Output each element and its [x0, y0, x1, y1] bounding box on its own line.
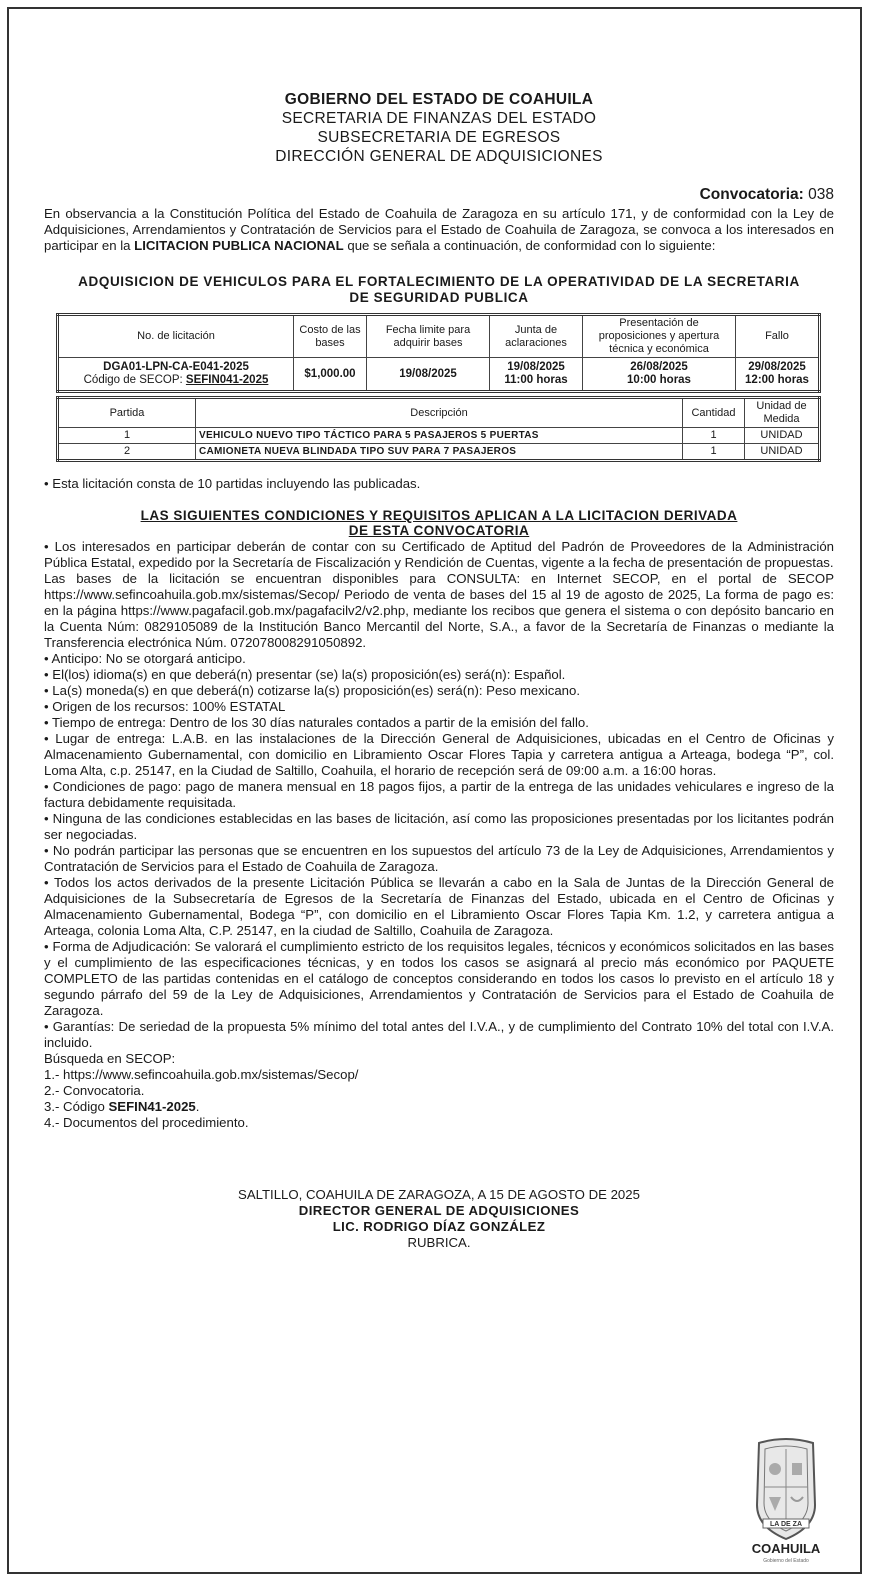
- secop-code-line: [61, 374, 291, 387]
- partida-quantity: 1: [683, 428, 745, 444]
- header-unidad: Unidad de Medida: [745, 398, 820, 428]
- subject-line-2: DE SEGURIDAD PUBLICA: [349, 290, 529, 305]
- condition-paragraph: • Tiempo de entrega: Dentro de los 30 días naturales contados a partir de la emisión del fallo.: [44, 715, 589, 730]
- search-title: Búsqueda en SECOP:: [44, 1051, 176, 1066]
- header-junta: Junta de aclaraciones: [490, 315, 583, 358]
- conditions-title: [44, 508, 834, 538]
- partida-unit: UNIDAD: [745, 444, 820, 461]
- header-costo: Costo de las bases: [294, 315, 367, 358]
- intro-text-start: En observancia a la Constitución Política del Estado de Coahuila de Zaragoza en su artículo 171, y de conformidad con la Ley de Adquisiciones, Arrendamientos y Contratación de Servicios para el Estado de Coahuila de Zaragoza, se convoca a los interesados en participar en la: [44, 206, 834, 253]
- table-row: [58, 428, 820, 444]
- condition-paragraph: • Garantías: De seriedad de la propuesta 5% mínimo del total antes del I.V.A., y de cumplimiento del Contrato 10% del total con I.V.A. incluido.: [44, 1019, 834, 1050]
- cell-junta: [490, 358, 583, 392]
- search-step-1: 1.- https://www.sefincoahuila.gob.mx/sistemas/Secop/: [44, 1067, 359, 1082]
- condition-paragraph: • Ninguna de las condiciones establecidas en las bases de licitación, así como las proposiciones presentadas por los licitantes podrán ser negociadas.: [44, 811, 834, 842]
- cell-costo: $1,000.00: [294, 358, 367, 392]
- fallo-date: 29/08/2025: [748, 361, 806, 373]
- seal-label: COAHUILA: [751, 1541, 821, 1556]
- secretariat-name: SECRETARIA DE FINANZAS DEL ESTADO: [281, 110, 597, 127]
- condition-paragraph: • No podrán participar las personas que se encuentren en los supuestos del artículo 73 de la Ley de Adquisiciones, Arrendamientos y Contratación de Servicios para el Estado de Coahuila de Zaragoza.: [44, 843, 834, 874]
- conditions-list: [44, 539, 834, 1131]
- partida-description: VEHICULO NUEVO TIPO TÁCTICO PARA 5 PASAJEROS 5 PUERTAS: [196, 428, 683, 444]
- header-presentacion: Presentación de proposiciones y apertura técnica y económica: [583, 315, 736, 358]
- condition-paragraph: • Anticipo: No se otorgará anticipo.: [44, 651, 246, 666]
- document-header: [44, 90, 834, 166]
- condition-paragraph: • Origen de los recursos: 100% ESTATAL: [44, 699, 286, 714]
- secop-label: Código de SECOP:: [83, 374, 186, 386]
- partida-description: CAMIONETA NUEVA BLINDADA TIPO SUV PARA 7 PASAJEROS: [196, 444, 683, 461]
- table-row: [58, 444, 820, 461]
- licitacion-table: [56, 313, 821, 393]
- header-descripcion: Descripción: [196, 398, 683, 428]
- search-step-4: 4.- Documentos del procedimiento.: [44, 1115, 249, 1130]
- convocatoria-value: 038: [808, 186, 834, 203]
- search-step-3-suffix: .: [195, 1099, 200, 1114]
- licitacion-values-row: [58, 358, 820, 392]
- place-date: SALTILLO, COAHUILA DE ZARAGOZA, A 15 DE AGOSTO DE 2025: [238, 1187, 640, 1202]
- cell-fecha-limite: 19/08/2025: [367, 358, 490, 392]
- directorate-name: DIRECCIÓN GENERAL DE ADQUISICIONES: [275, 148, 603, 165]
- header-fallo: Fallo: [736, 315, 820, 358]
- header-no-licitacion: No. de licitación: [58, 315, 294, 358]
- coahuila-seal: [745, 1435, 827, 1565]
- partidas-header-row: [58, 398, 820, 428]
- seal-sublabel: Gobierno del Estado: [763, 1558, 809, 1564]
- signer-name: LIC. RODRIGO DÍAZ GONZÁLEZ: [332, 1219, 546, 1234]
- cell-fallo: [736, 358, 820, 392]
- subject-line-1: ADQUISICION DE VEHICULOS PARA EL FORTALECIMIENTO DE LA OPERATIVIDAD DE LA SECRETARIA: [78, 274, 800, 289]
- secop-code: SEFIN041-2025: [185, 374, 269, 386]
- partida-number: 1: [58, 428, 196, 444]
- header-cantidad: Cantidad: [683, 398, 745, 428]
- junta-time: 11:00 horas: [504, 374, 568, 386]
- condition-paragraph: • El(los) idioma(s) en que deberá(n) presentar (se) la(s) proposición(es) será(n): Español.: [44, 667, 566, 682]
- licitacion-header-row: [58, 315, 820, 358]
- search-step-3-prefix: 3.- Código: [44, 1099, 109, 1114]
- document-body: [44, 90, 834, 1251]
- partidas-note: • Esta licitación consta de 10 partidas incluyendo las publicadas.: [44, 476, 421, 491]
- intro-bold: LICITACION PUBLICA NACIONAL: [134, 238, 344, 253]
- signer-position: DIRECTOR GENERAL DE ADQUISICIONES: [298, 1203, 580, 1218]
- condition-paragraph: • Forma de Adjudicación: Se valorará el cumplimiento estricto de los requisitos legales, técnicos y económicos solicitados en las bases y el cumplimiento de las especificaciones técnicas, y en todos los casos se asignará al precio más económico por PAQUETE COMPLETO de las partidas contenidas en el catálogo de conceptos considerando en todos los casos lo previsto en el artículo 18 y segundo párrafo del 59 de la Ley de Adquisiciones, Arrendamientos y Contratación de Servicios para el Estado de Coahuila de Zaragoza.: [44, 939, 834, 1018]
- header-fecha-limite: Fecha limite para adquirir bases: [367, 315, 490, 358]
- licitacion-number: DGA01-LPN-CA-E041-2025: [103, 361, 249, 373]
- partida-quantity: 1: [683, 444, 745, 461]
- condition-paragraph: • Lugar de entrega: L.A.B. en las instalaciones de la Dirección General de Adquisiciones, ubicadas en el Centro de Oficinas y Almacenamiento Gubernamental, con domicilio en Libramiento Oscar Flores Tapia y carretera antigua a Arteaga, bodega “P”, col. Loma Alta, c.p. 25147, en la Ciudad de Saltillo, Coahuila, el horario de recepción será de 09:00 a.m. a 16:00 horas.: [44, 731, 834, 778]
- conditions-title-line-1: LAS SIGUIENTES CONDICIONES Y REQUISITOS APLICAN A LA LICITACION DERIVADA: [140, 508, 738, 523]
- cell-presentacion: [583, 358, 736, 392]
- partida-number: 2: [58, 444, 196, 461]
- government-name: GOBIERNO DEL ESTADO DE COAHUILA: [284, 91, 594, 108]
- fallo-time: 12:00 horas: [745, 374, 809, 386]
- presentacion-time: 10:00 horas: [627, 374, 691, 386]
- seal-ribbon: LA DE ZA: [769, 1521, 803, 1528]
- rubrica: RUBRICA.: [407, 1235, 471, 1250]
- intro-paragraph: [44, 206, 834, 254]
- conditions-title-line-2: DE ESTA CONVOCATORIA: [348, 523, 530, 538]
- search-step-3: [44, 1099, 834, 1115]
- convocatoria-label: Convocatoria:: [699, 186, 804, 203]
- subsecretariat-name: SUBSECRETARIA DE EGRESOS: [317, 129, 561, 146]
- presentacion-date: 26/08/2025: [630, 361, 688, 373]
- condition-paragraph: • Los interesados en participar deberán de contar con su Certificado de Aptitud del Padrón de Proveedores de la Administración Pública Estatal, expedido por la Secretaría de Fiscalización y Rendición de Cuentas, vigente a la fecha de presentación de propuestas.: [44, 539, 834, 570]
- junta-date: 19/08/2025: [507, 361, 565, 373]
- intro-text-end: que se señala a continuación, de conformidad con lo siguiente:: [343, 238, 716, 253]
- search-step-3-code: SEFIN41-2025: [108, 1099, 196, 1114]
- condition-paragraph: • La(s) moneda(s) en que deberá(n) cotizarse la(s) proposición(es) será(n): Peso mexicano.: [44, 683, 581, 698]
- search-step-2: 2.- Convocatoria.: [44, 1083, 145, 1098]
- condition-paragraph: Las bases de la licitación se encuentran disponibles para CONSULTA: en Internet SECOP, en el portal de SECOP https://www.sefincoahuila.gob.mx/sistemas/Secop/ Periodo de venta de bases del 15 al 19 de agosto de 2025, La forma de pago es: en la página https://www.pagafacil.gob.mx/pagafacilv2/v2.php, mediante los recibos que genera el sistema o con depósito bancario en la Cuenta Núm: 0829105089 de la Institución Banco Mercantil del Norte, S.A., a favor de la Secretaría de Finanzas o mediante la Transferencia electrónica Núm. 072078008291050892.: [44, 571, 834, 650]
- signature-block: [44, 1187, 834, 1251]
- subject-title: [44, 274, 834, 306]
- condition-paragraph: • Todos los actos derivados de la presente Licitación Pública se llevarán a cabo en la Sala de Juntas de la Dirección General de Adquisiciones de la Subsecretaría de Egresos de la Secretaría de Finanzas del Estado, ubicada en el Centro de Oficinas y Almacenamiento Gubernamental, Bodega “P”, con domicilio en el Libramiento Oscar Flores Tapia Km. 1.2, y carretera antigua a Arteaga, colonia Loma Alta, C.P. 25147, en la ciudad de Saltillo, Coahuila de Zaragoza.: [44, 875, 834, 938]
- partidas-table: [56, 396, 821, 462]
- header-partida: Partida: [58, 398, 196, 428]
- cell-licitacion: [58, 358, 294, 392]
- coahuila-shield-icon: [745, 1435, 827, 1565]
- condition-paragraph: • Condiciones de pago: pago de manera mensual en 18 pagos fijos, a partir de la entrega de las unidades vehiculares e ingreso de la factura debidamente requisitada.: [44, 779, 834, 810]
- convocatoria-number: [44, 186, 834, 204]
- partida-unit: UNIDAD: [745, 428, 820, 444]
